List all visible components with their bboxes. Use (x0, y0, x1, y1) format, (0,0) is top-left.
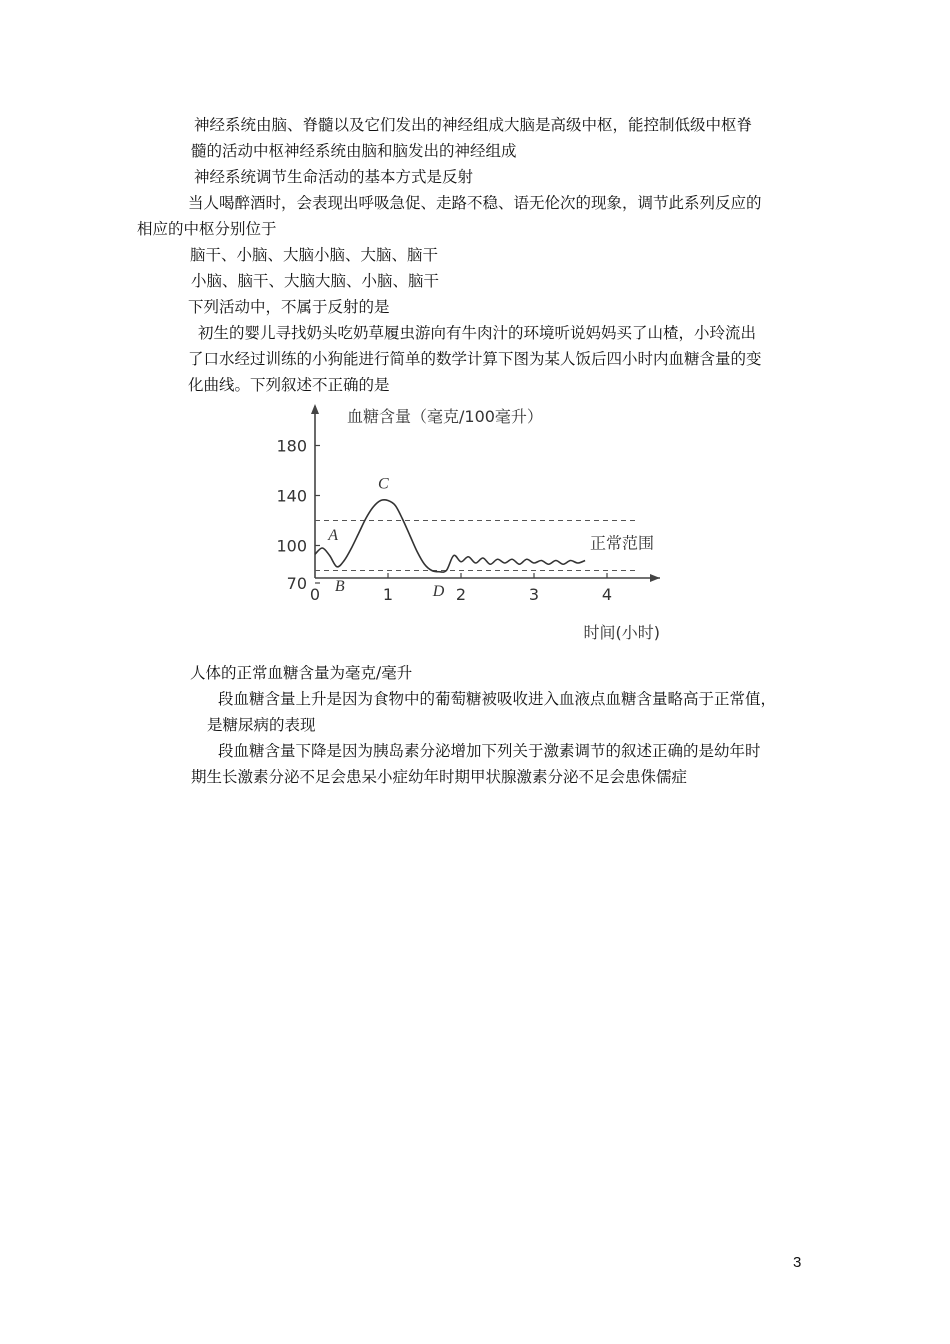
point-label-c: C (378, 475, 389, 493)
text-line: 期生长激素分泌不足会患呆小症幼年时期甲状腺激素分泌不足会患侏儒症 (191, 768, 688, 786)
blood-sugar-curve (315, 500, 585, 572)
y-tick-label: 140 (276, 486, 307, 506)
text-line: 人体的正常血糖含量为毫克/毫升 (190, 664, 413, 682)
y-tick-label: 180 (276, 436, 307, 456)
y-tick-label: 100 (276, 536, 307, 556)
y-axis-arrow (311, 404, 319, 414)
text-line: 段血糖含量上升是因为食物中的葡萄糖被吸收进入血液点血糖含量略高于正常值， (218, 690, 777, 708)
point-label-a: A (328, 527, 339, 544)
x-tick-label: 1 (382, 585, 394, 604)
blood-sugar-chart (265, 398, 675, 648)
x-axis-label: 时间(小时) (583, 623, 660, 642)
text-line: 当人喝醉酒时，会表现出呼吸急促、走路不稳、语无伦次的现象，调节此系列反应的 (188, 194, 762, 212)
x-tick-label: 0 (309, 585, 321, 604)
text-line: 神经系统调节生命活动的基本方式是反射 (194, 168, 474, 186)
text-line: 初生的婴儿寻找奶头吃奶草履虫游向有牛肉汁的环境听说妈妈买了山楂，小玲流出 (198, 324, 757, 342)
text-line: 了口水经过训练的小狗能进行简单的数学计算下图为某人饭后四小时内血糖含量的变 (188, 350, 762, 368)
text-line: 是糖尿病的表现 (207, 716, 316, 734)
normal-range-label: 正常范围 (590, 533, 655, 553)
text-line: 小脑、脑干、大脑大脑、小脑、脑干 (191, 272, 440, 290)
y-tick-label: 70 (286, 574, 307, 593)
text-line: 神经系统由脑、脊髓以及它们发出的神经组成大脑是高级中枢，能控制低级中枢脊 (194, 116, 753, 134)
text-line: 髓的活动中枢神经系统由脑和脑发出的神经组成 (191, 142, 517, 160)
text-line: 化曲线。下列叙述不正确的是 (188, 376, 390, 394)
page-number: 3 (793, 1254, 802, 1271)
x-tick-label: 2 (455, 585, 467, 604)
text-line: 下列活动中，不属于反射的是 (188, 298, 390, 316)
text-line: 相应的中枢分别位于 (137, 220, 277, 238)
x-tick-label: 3 (528, 585, 540, 604)
text-line: 段血糖含量下降是因为胰岛素分泌增加下列关于激素调节的叙述正确的是幼年时 (218, 742, 761, 760)
chart-title: 血糖含量（毫克/100毫升） (347, 407, 543, 426)
x-tick-label: 4 (601, 585, 613, 604)
text-line: 脑干、小脑、大脑小脑、大脑、脑干 (190, 246, 439, 264)
x-axis-arrow (650, 574, 660, 582)
point-label-b: B (334, 577, 345, 595)
point-label-d: D (432, 582, 445, 600)
